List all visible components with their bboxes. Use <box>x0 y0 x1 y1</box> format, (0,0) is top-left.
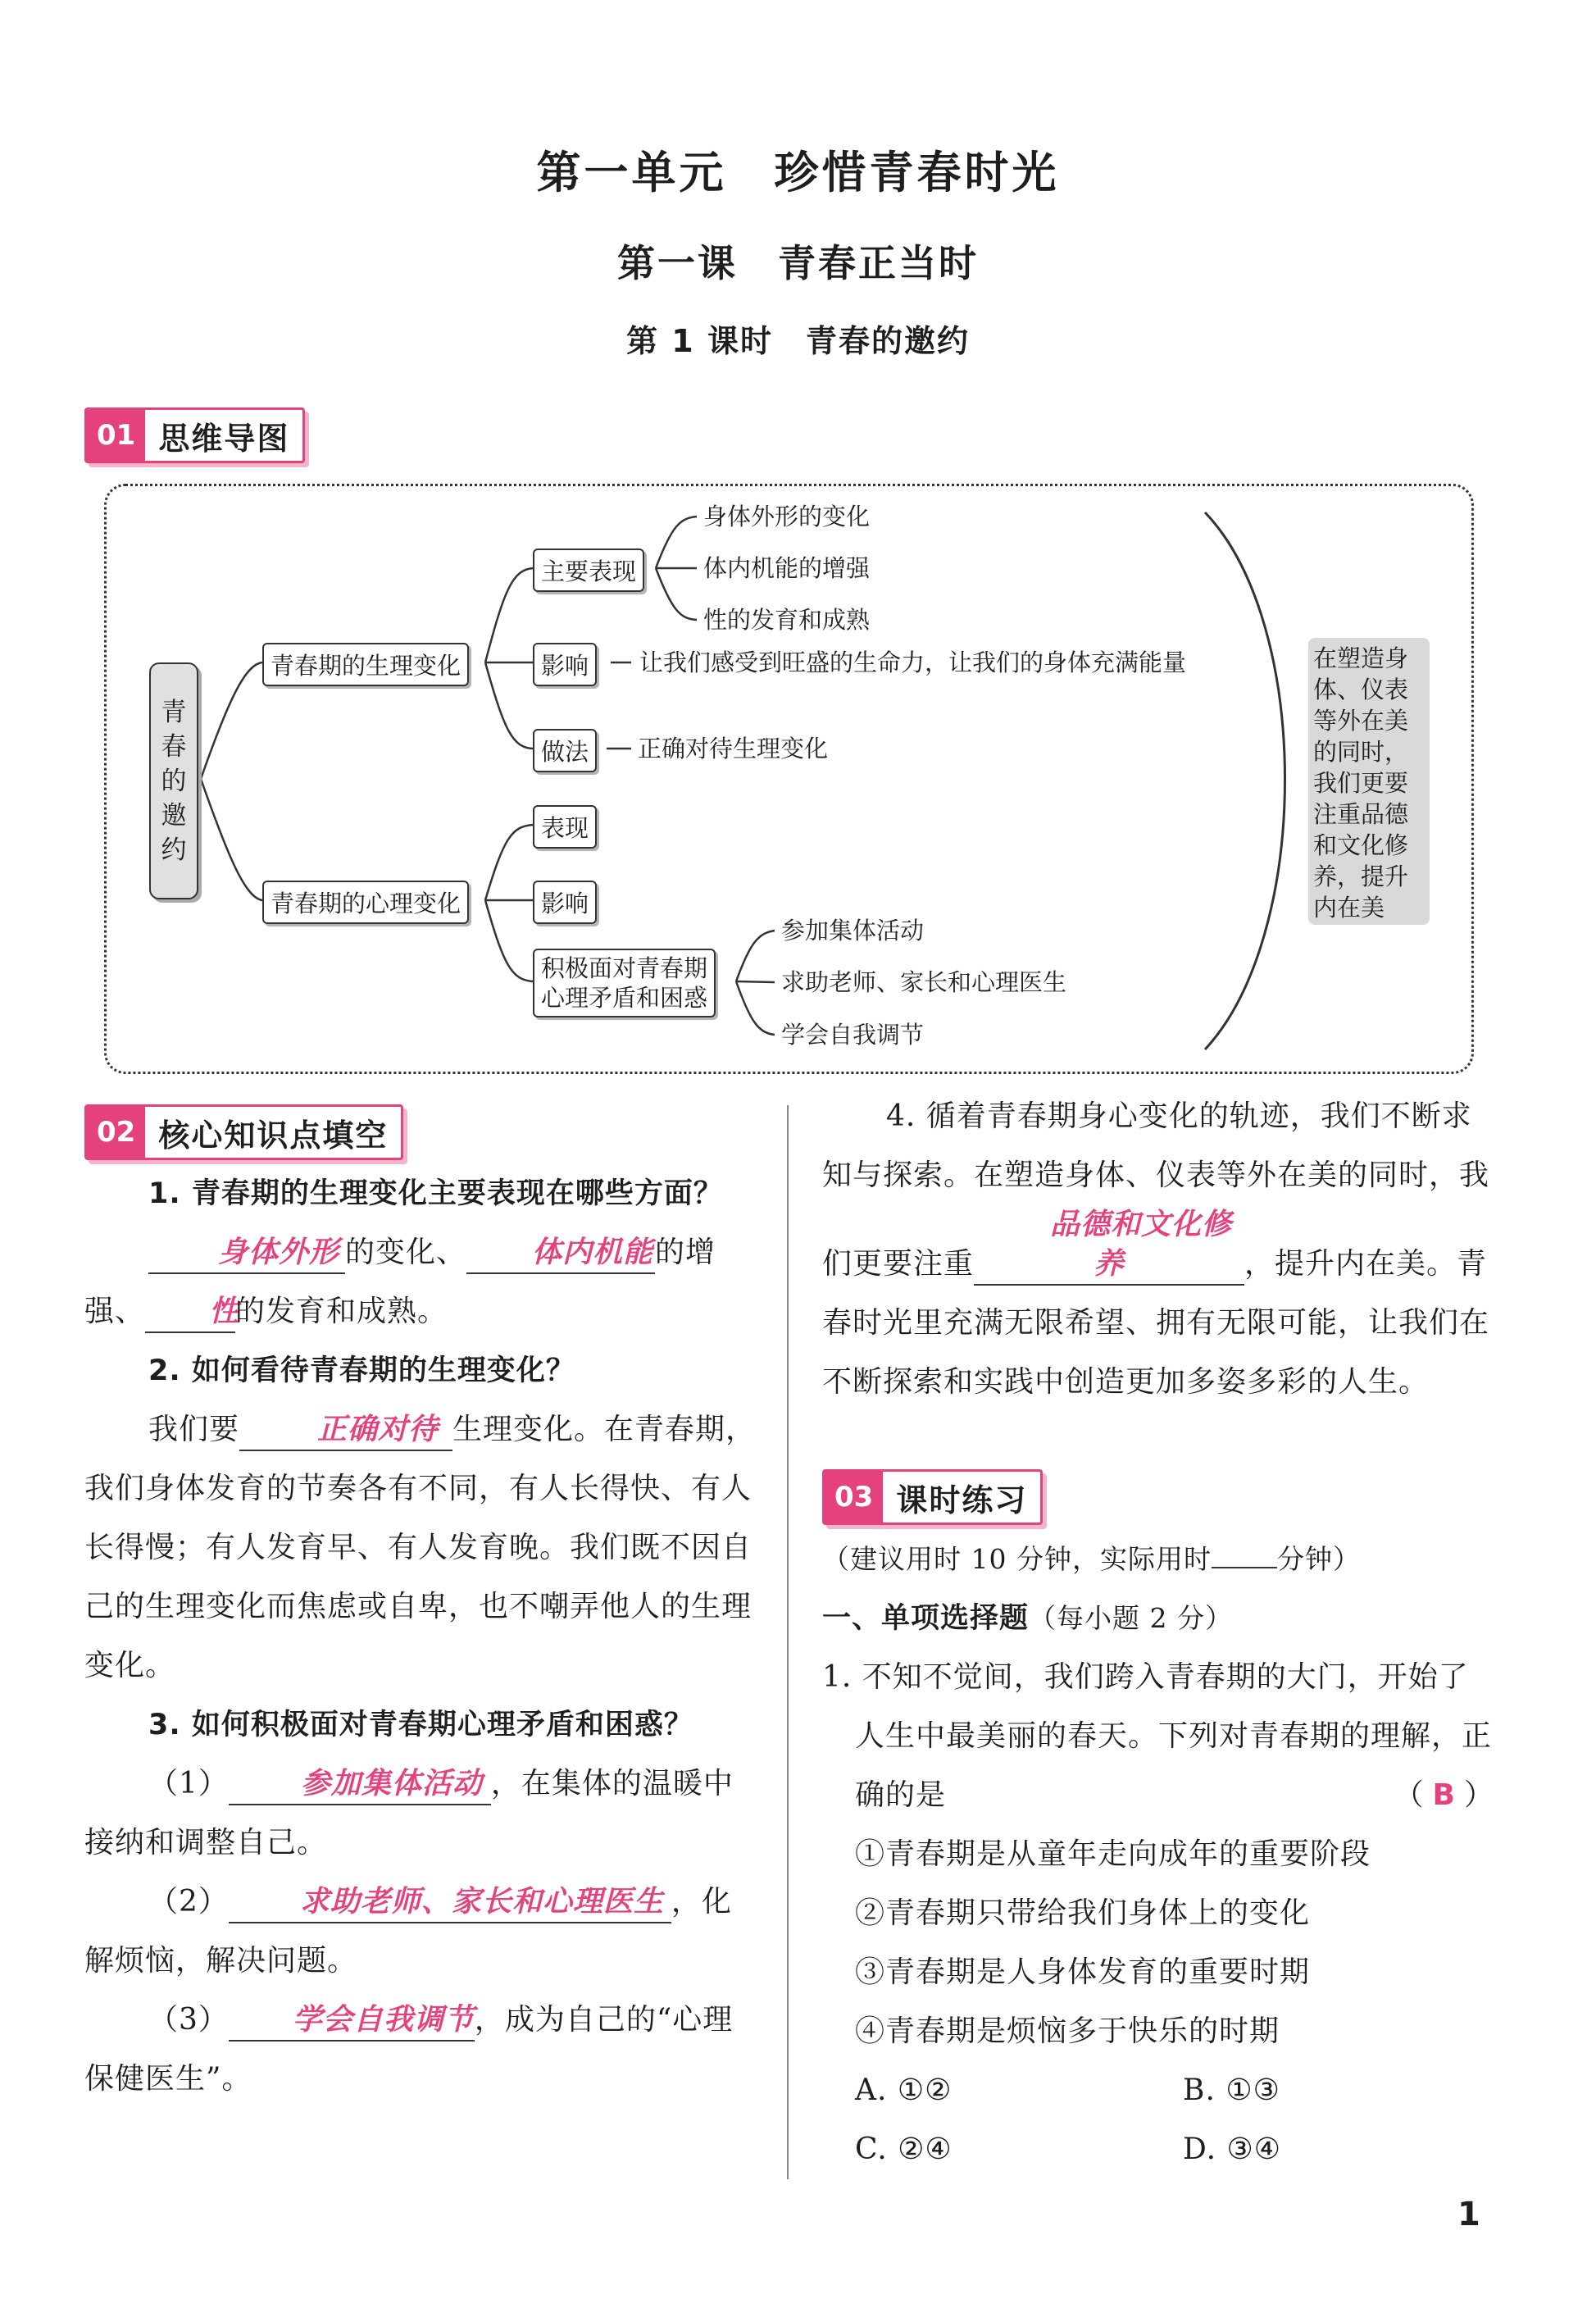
period-title: 第 1 课时 青春的邀约 <box>626 323 970 359</box>
mm-node-main: 主要表现 <box>533 549 644 592</box>
mm-face-item-1: 参加集体活动 <box>781 917 925 945</box>
mm-method-text: 正确对待生理变化 <box>638 735 829 762</box>
mc-question <box>822 1648 1494 1825</box>
mm-main-item-1: 身体外形的变化 <box>703 503 871 530</box>
mm-summary-line: 注重品德 <box>1313 800 1409 828</box>
column-divider <box>787 1105 789 2179</box>
answer-3-num: （3） <box>148 2003 229 2037</box>
answer-3-num: （2） <box>148 1885 229 1919</box>
question-4-block <box>822 1087 1494 1412</box>
mm-summary-box <box>1308 638 1430 925</box>
actual-time-blank <box>1212 1567 1277 1568</box>
mm-summary-line: 内在美 <box>1313 894 1385 922</box>
blank-1a: 身体外形 <box>148 1233 345 1274</box>
blank-4: 品德和文化修养 <box>974 1205 1244 1286</box>
answer-3-text: ，在集体的温暖中接纳和调整自己。 <box>84 1767 734 1860</box>
mm-root-char: 的 <box>161 766 187 796</box>
mc-answer-bracket: （ B ） <box>1394 1778 1494 1812</box>
mm-main-item-3: 性的发育和成熟 <box>703 606 871 634</box>
answer-2 <box>84 1400 757 1696</box>
part-note: （每小题 2 分） <box>1029 1602 1233 1634</box>
answer-1-text: 的变化、 <box>345 1236 467 1269</box>
answer-3-3 <box>84 1991 757 2109</box>
mc-statement: ④青春期是烦恼多于快乐的时期 <box>855 2014 1280 2048</box>
fill-in-questions <box>84 1164 757 2109</box>
mc-answer: B <box>1432 1778 1456 1812</box>
mm-summary-line: 等外在美 <box>1313 707 1409 735</box>
mm-node-effect: 影响 <box>533 643 597 686</box>
mm-effect-text: 让我们感受到旺盛的生命力，让我们的身体充满能量 <box>639 649 1187 676</box>
question-4 <box>822 1087 1494 1412</box>
part-heading <box>822 1589 1494 1648</box>
mm-root-char: 青 <box>161 697 187 727</box>
answer-2-pre: 我们要 <box>148 1413 240 1446</box>
mm-node-face-line2: 心理矛盾和困惑 <box>541 984 708 1012</box>
question-2: 2. 如何看待青春期的生理变化？ <box>148 1354 575 1387</box>
lesson-title: 第一课 青春正当时 <box>617 241 979 285</box>
mm-summary-line: 我们更要 <box>1313 769 1409 797</box>
answer-3-text: ，化解烦恼，解决问题。 <box>84 1885 732 1978</box>
blank-2: 正确对待 <box>239 1410 452 1451</box>
mc-options-row-2 <box>822 2120 1494 2179</box>
blank-3a: 参加集体活动 <box>229 1764 491 1805</box>
blank-1b: 体内机能 <box>466 1233 655 1274</box>
blank-1c: 性 <box>145 1292 235 1333</box>
section-number: 01 <box>87 410 145 461</box>
option-b: B. ①③ <box>1183 2073 1280 2107</box>
mm-summary-line: 的同时， <box>1313 738 1409 766</box>
question-1: 1. 青春期的生理变化主要表现在哪些方面？ <box>148 1177 723 1210</box>
mm-summary-line: 和文化修 <box>1313 831 1409 859</box>
mm-summary-line: 体、仪表 <box>1313 676 1409 703</box>
question-4-pre: 4. 循着青春期身心变化的轨迹，我们不断求知与探索。在塑造身体、仪表等外在美的同时，我们更要注重 <box>822 1099 1490 1281</box>
mm-face-item-3: 学会自我调节 <box>781 1021 925 1049</box>
mm-node-effect-2: 影响 <box>533 881 597 924</box>
answer-3-1 <box>84 1755 757 1873</box>
suggested-time-post: 分钟） <box>1276 1543 1361 1575</box>
section-tag-fill-in <box>84 1104 403 1160</box>
mm-node-show: 表现 <box>533 805 597 849</box>
answer-3-num: （1） <box>148 1767 229 1800</box>
practice-block <box>822 1530 1494 2179</box>
mm-summary-line: 在塑造身 <box>1313 644 1409 672</box>
option-a: A. ①② <box>855 2073 953 2107</box>
answer-3-text: ，成为自己的“心理保健医生”。 <box>84 2003 734 2096</box>
mm-root-char: 春 <box>161 731 187 762</box>
section-number: 03 <box>825 1472 883 1523</box>
mm-node-face <box>533 949 716 1017</box>
blank-3b: 求助老师、家长和心理医生 <box>229 1882 671 1923</box>
mm-root-char: 邀 <box>161 800 187 831</box>
part-title: 一、单项选择题 <box>822 1602 1030 1635</box>
mc-question-stem: 1. 不知不觉间，我们跨入青春期的大门，开始了人生中最美丽的春天。下列对青春期的理解，正确的是 <box>822 1660 1493 1812</box>
mm-node-method: 做法 <box>533 729 597 772</box>
mm-branch-psychological: 青春期的心理变化 <box>262 881 469 924</box>
blank-3c: 学会自我调节 <box>229 2001 475 2042</box>
option-d: D. ③④ <box>1183 2133 1282 2166</box>
section-label: 核心知识点填空 <box>158 1116 389 1154</box>
mm-face-item-2: 求助老师、家长和心理医生 <box>781 968 1067 996</box>
mm-main-item-2: 体内机能的增强 <box>703 554 871 582</box>
mm-node-face-line1: 积极面对青春期 <box>541 954 708 982</box>
section-number: 02 <box>87 1107 145 1158</box>
answer-1-text: 的增强、 <box>84 1236 716 1328</box>
option-c: C. ②④ <box>855 2133 953 2166</box>
question-4-post: ，提升内在美。青春时光里充满无限希望、拥有无限可能，让我们在不断探索和实践中创造更加多姿多彩的人生。 <box>822 1247 1490 1399</box>
unit-title: 第一单元 珍惜青春时光 <box>536 147 1060 198</box>
answer-3-2 <box>84 1873 757 1991</box>
suggested-time <box>822 1530 1494 1589</box>
mm-summary-line: 养，提升 <box>1313 863 1409 890</box>
section-label: 思维导图 <box>158 419 290 457</box>
mm-root-node <box>149 662 198 899</box>
mc-statement: ②青春期只带给我们身体上的变化 <box>855 1896 1311 1930</box>
section-label: 课时练习 <box>896 1481 1028 1518</box>
answer-1 <box>84 1223 757 1341</box>
answer-2-post: 生理变化。在青春期，我们身体发育的节奏各有不同，有人长得快、有人长得慢；有人发育早、有人发育晚。我们既不因自己的生理变化而焦虑或自卑，也不嘲弄他人的生理变化。 <box>84 1413 757 1682</box>
mc-statement: ③青春期是人身体发育的重要时期 <box>855 1955 1311 1989</box>
mc-options-row-1 <box>822 2061 1494 2120</box>
answer-1-text: 的发育和成熟。 <box>235 1295 448 1328</box>
section-tag-practice <box>822 1469 1043 1525</box>
mc-statement: ①青春期是从童年走向成年的重要阶段 <box>855 1837 1371 1871</box>
question-3: 3. 如何积极面对青春期心理矛盾和困惑？ <box>148 1709 693 1741</box>
page-number: 1 <box>1457 2196 1480 2233</box>
suggested-time-pre: （建议用时 10 分钟，实际用时 <box>822 1543 1212 1575</box>
mm-root-char: 约 <box>161 835 187 865</box>
mm-branch-physical: 青春期的生理变化 <box>262 643 469 686</box>
